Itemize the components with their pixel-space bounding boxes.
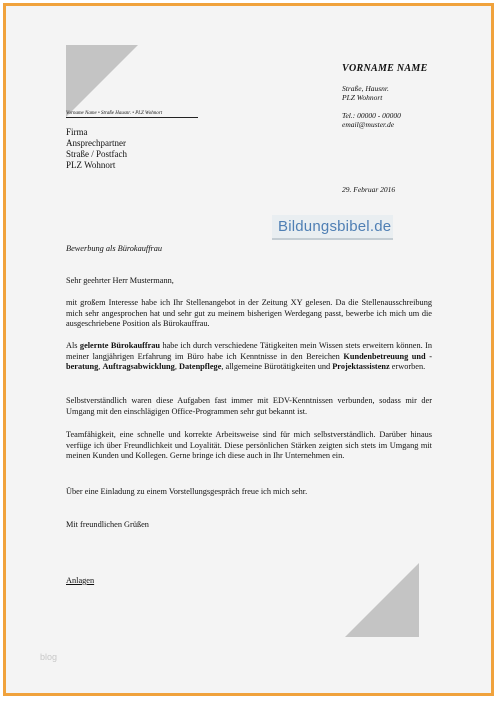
subject-line: Bewerbung als Bürokauffrau [66,244,163,253]
p2-bold-order-processing: Auftragsabwicklung [102,362,175,372]
paragraph-interest: mit großem Interesse habe ich Ihr Stellenangebot in der Zeitung XY gelesen. Da die Stellenausschreibung mich sehr angesprochen hat und sehr gut zu meinem bisherigen Werdegang passt, bewerbe ich mich um die ausgeschriebene Position als Bürokauffrau. [66,298,432,329]
p2-text-e: , [98,362,103,372]
closing: Mit freundlichen Grüßen [66,520,149,529]
salutation: Sehr geehrter Herr Mustermann, [66,276,174,285]
brand-logo-text: Bildungsbibel.de [278,218,392,235]
sender-name: VORNAME NAME [342,63,428,74]
paragraph-interview: Über eine Einladung zu einem Vorstellungsgespräch freue ich mich sehr. [66,487,308,496]
p2-text-a: Als [66,341,80,350]
recipient-city: PLZ Wohnort [66,160,116,170]
recipient-company: Firma [66,127,88,137]
sender-street: Straße, Hausnr. [342,84,389,93]
p2-text-i: , allgemeine Bürotätigkeiten und [221,362,333,372]
sender-city: PLZ Wohnort [342,93,383,102]
p2-text-c: habe ich durch verschiedene Tätigkeiten mein Wissen stets erweitern können. In meiner langjährigen Erfahrung im Büro habe ich Kenntnisse in den Bereichen [66,341,432,361]
p2-bold-project-assistance: Projektassistenz [332,362,390,372]
recipient-block [66,127,127,171]
return-address-line: Vorname Name • Straße Hausnr. • PLZ Wohnort [66,111,198,118]
p2-bold-customer-service: Kundenbetreuung und -beratung [66,351,432,372]
sender-email: email@muster.de [342,120,395,129]
p2-bold-data-maintenance: Datenpflege [178,362,222,372]
paragraph-experience [66,341,432,373]
sender-phone: Tel.: 00000 - 00000 [342,111,401,120]
attachments-label: Anlagen [66,576,95,585]
recipient-contact: Ansprechpartner [66,138,126,148]
watermark-text: blog [40,652,58,662]
decorative-triangle-bottom [345,563,419,637]
letter-date: 29. Februar 2016 [342,185,396,194]
paragraph-edv: Selbstverständlich waren diese Aufgaben fast immer mit EDV-Kenntnissen verbunden, sodass mir der Umgang mit den einschlägigen Office-Programmen sehr gut bekannt ist. [66,396,432,416]
decorative-triangle-top [66,45,138,117]
p2-text-k: erworben. [389,362,426,372]
recipient-street: Straße / Postfach [66,149,127,159]
p2-text-g: , [174,362,179,372]
paragraph-strengths: Teamfähigkeit, eine schnelle und korrekte Arbeitsweise sind für mich selbstverständlich. Darüber hinaus verfüge ich über Freundlichkeit und Loyalität. Diese persönlichen Stärken zeigten sich stets im Umgang mit meinen Kunden und Kollegen. Gerne bringe ich diese auch in Ihr Unternehmen ein. [66,430,432,461]
p2-bold-qualification: gelernte Bürokauffrau [79,341,161,350]
